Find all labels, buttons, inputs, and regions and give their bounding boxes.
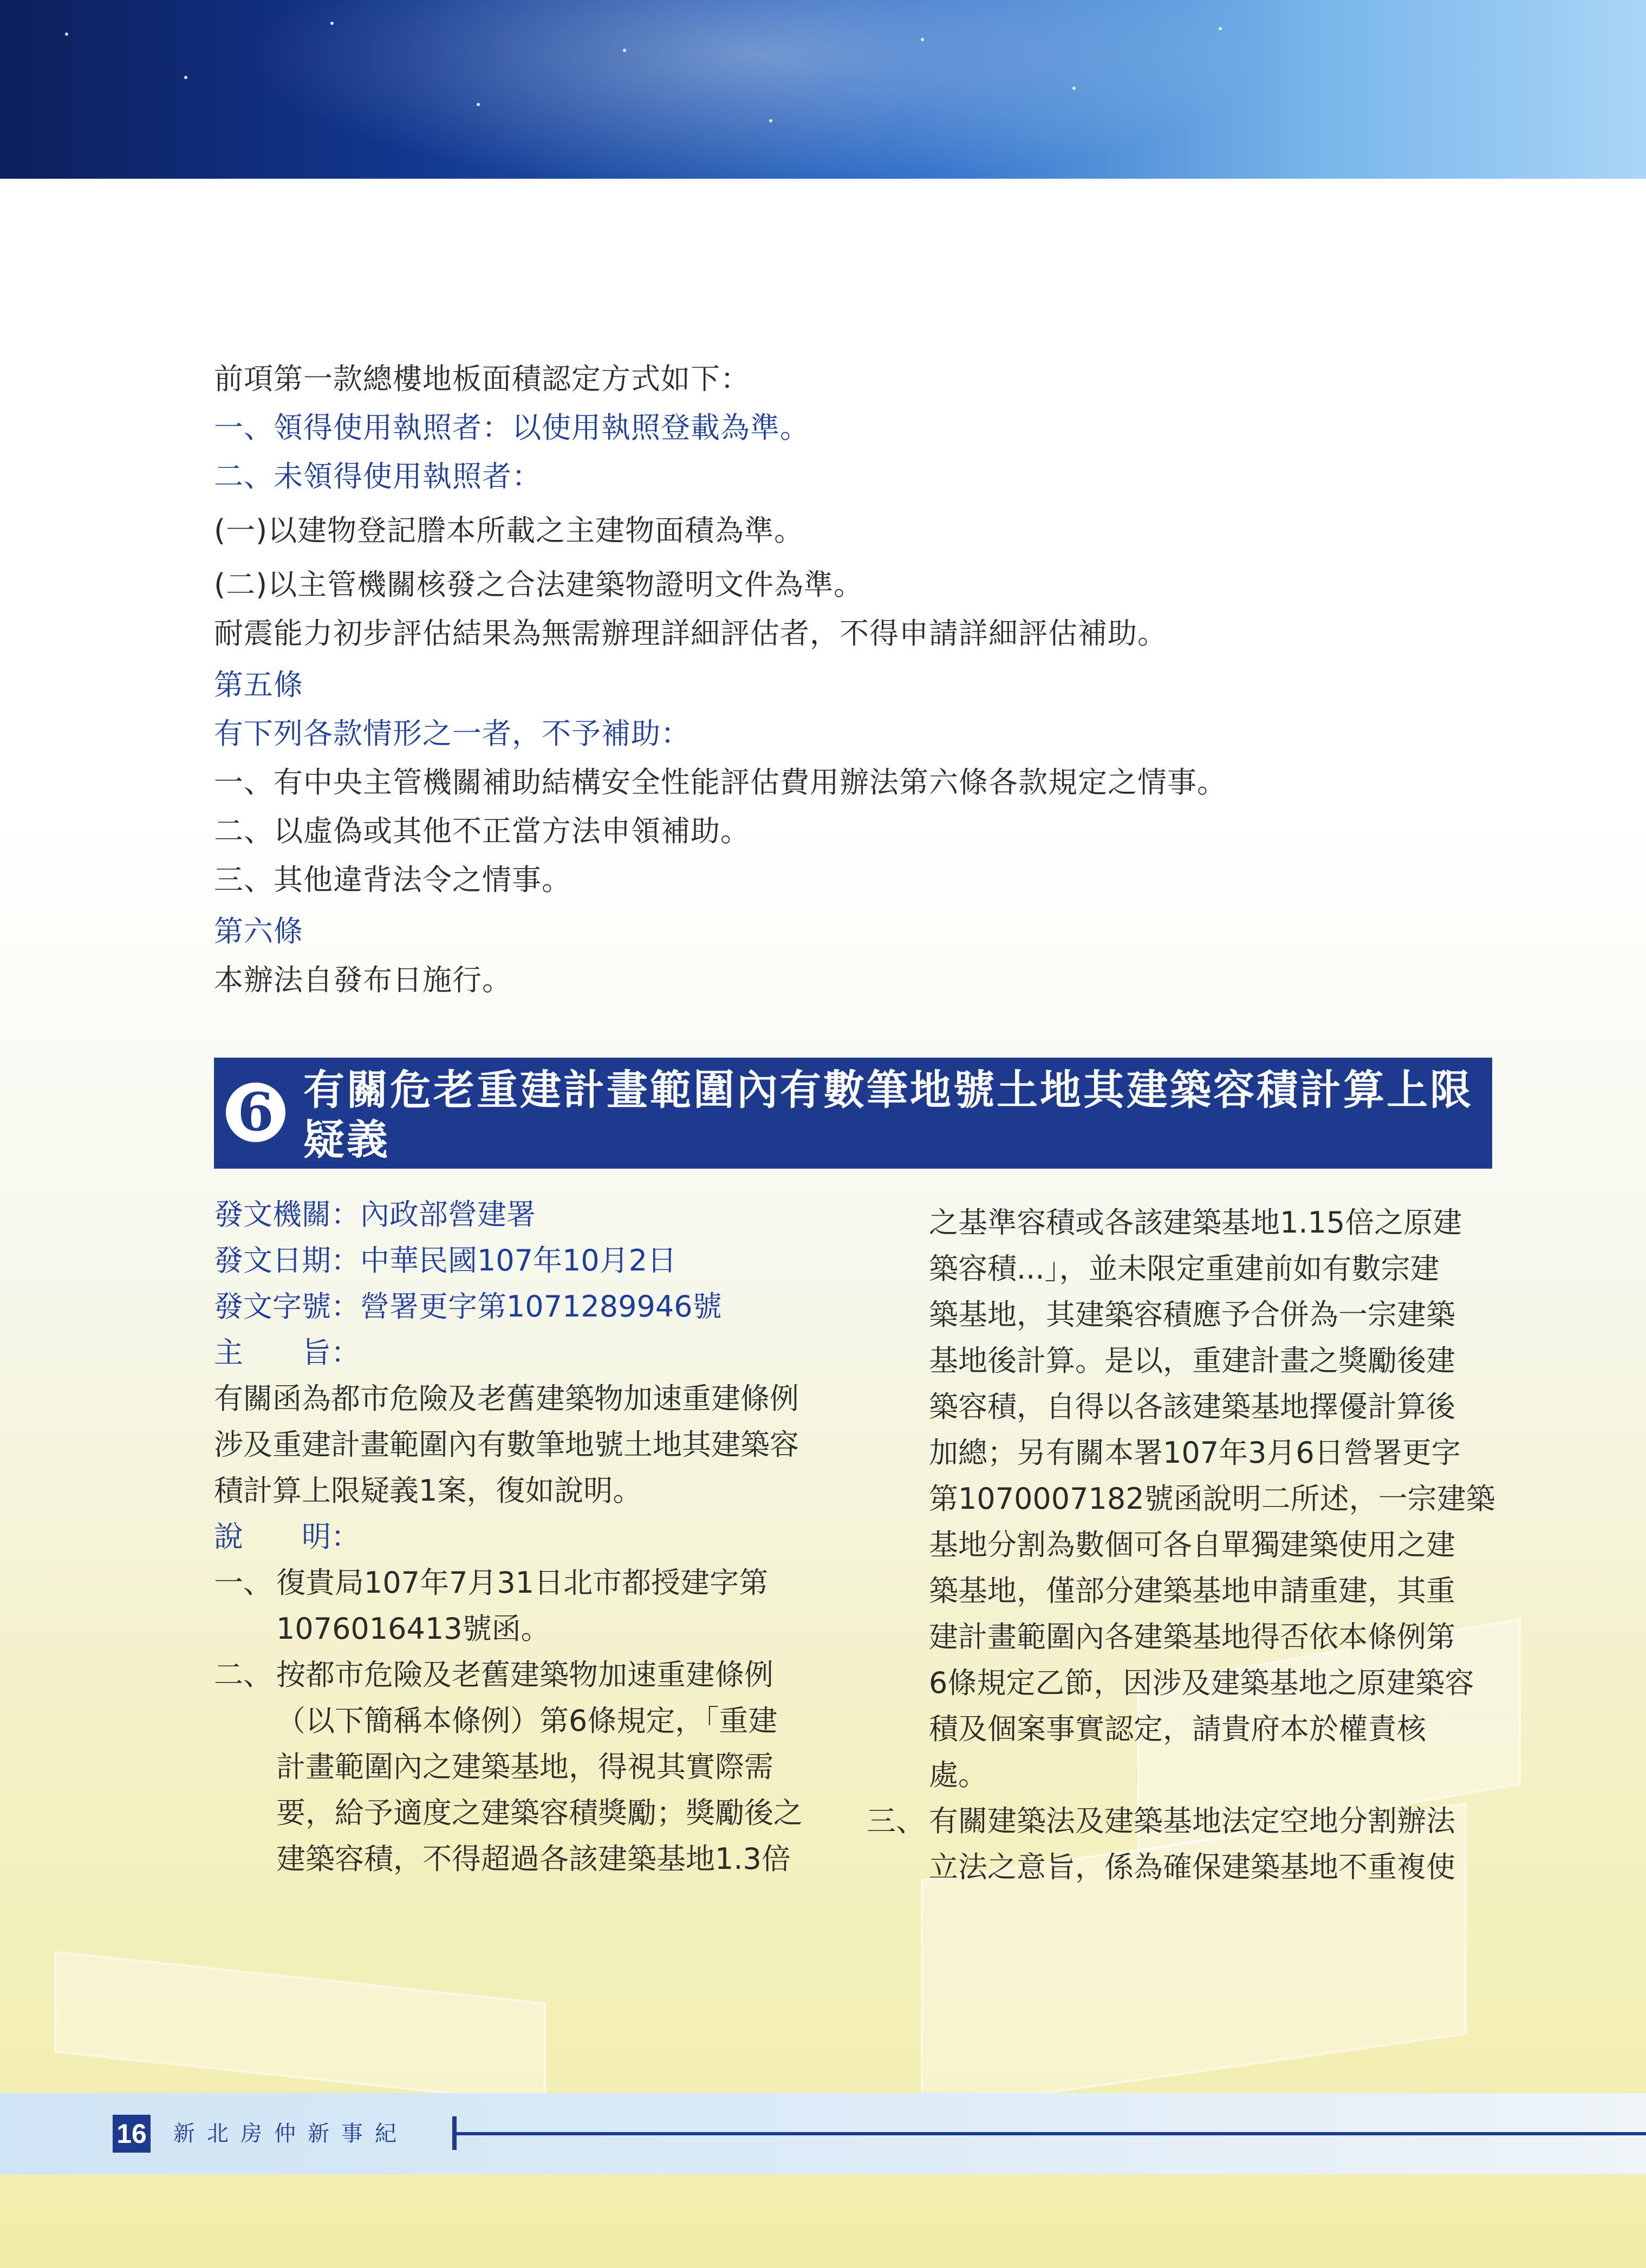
left-column bbox=[214, 1191, 826, 1882]
continuation-line: 6條規定乙節，因涉及建築基地之原建築容 bbox=[929, 1666, 1474, 1700]
intro-line: 前項第一款總樓地板面積認定方式如下： bbox=[214, 362, 750, 396]
continuation-line: 築容積...」，並未限定重建前如有數宗建 bbox=[929, 1252, 1440, 1286]
subject-line: 積計算上限疑義1案，復如說明。 bbox=[214, 1474, 642, 1508]
intro-line: (一)以建物登記謄本所載之主建物面積為準。 bbox=[214, 513, 804, 548]
item-line: 1076016413號函。 bbox=[276, 1612, 550, 1646]
subject-label: 主 旨： bbox=[214, 1335, 360, 1370]
intro-line: 耐震能力初步評估結果為無需辦理詳細評估者，不得申請詳細評估補助。 bbox=[214, 616, 1167, 650]
section-header bbox=[214, 1058, 1492, 1169]
item-marker: 二、 bbox=[214, 1658, 272, 1692]
explain-item-3 bbox=[867, 1798, 1495, 1890]
meta-value: 內政部營建署 bbox=[360, 1197, 536, 1231]
continuation-line: 之基準容積或各該建築基地1.15倍之原建 bbox=[929, 1205, 1462, 1240]
section-title: 有關危老重建計畫範圍內有數筆地號土地其建築容積計算上限疑義 bbox=[303, 1066, 1473, 1164]
continuation-line: 築基地，僅部分建築基地申請重建，其重 bbox=[929, 1574, 1455, 1608]
continuation-line: 第1070007182號函說明二所述，一宗建築 bbox=[929, 1482, 1495, 1516]
meta-doc-number bbox=[214, 1283, 826, 1329]
continuation-line: 建計畫範圍內各建築基地得否依本條例第 bbox=[929, 1620, 1455, 1654]
item-line: 有關建築法及建築基地法定空地分割辦法 bbox=[929, 1804, 1455, 1838]
footer-rule bbox=[457, 2132, 1646, 2135]
subject-line: 涉及重建計畫範圍內有數筆地號土地其建築容 bbox=[214, 1428, 799, 1462]
meta-issuer bbox=[214, 1191, 826, 1237]
intro-line: 第五條 bbox=[214, 668, 303, 702]
intro-line: 三、其他違背法令之情事。 bbox=[214, 863, 571, 897]
meta-label: 發文字號： bbox=[214, 1289, 360, 1324]
item-line: （以下簡稱本條例）第6條規定，「重建 bbox=[276, 1704, 778, 1738]
item-line: 立法之意旨，係為確保建築基地不重複使 bbox=[929, 1850, 1455, 1884]
item-line: 復貴局107年7月31日北市都授建字第 bbox=[276, 1566, 769, 1600]
item-marker: 一、 bbox=[214, 1566, 272, 1600]
section-number-badge: 6 bbox=[226, 1083, 285, 1142]
continuation-line: 基地後計算。是以，重建計畫之獎勵後建 bbox=[929, 1344, 1455, 1378]
item-line: 建築容積，不得超過各該建築基地1.3倍 bbox=[276, 1842, 791, 1876]
meta-date bbox=[214, 1237, 826, 1283]
meta-label: 發文機關： bbox=[214, 1197, 360, 1231]
intro-line: 本辦法自發布日施行。 bbox=[214, 963, 512, 997]
intro-line: 一、有中央主管機關補助結構安全性能評估費用辦法第六條各款規定之情事。 bbox=[214, 765, 1227, 799]
meta-value: 營署更字第1071289946號 bbox=[360, 1289, 722, 1324]
continuation-line: 築基地，其建築容積應予合併為一宗建築 bbox=[929, 1298, 1455, 1332]
item-marker: 三、 bbox=[867, 1804, 925, 1838]
item-line: 按都市危險及老舊建築物加速重建條例 bbox=[276, 1658, 773, 1692]
item-line: 計畫範圍內之建築基地，得視其實際需 bbox=[276, 1750, 773, 1784]
item-line: 要，給予適度之建築容積獎勵；獎勵後之 bbox=[276, 1796, 803, 1830]
intro-line: (二)以主管機關核發之合法建築物證明文件為準。 bbox=[214, 568, 864, 602]
intro-line: 有下列各款情形之一者，不予補助： bbox=[214, 716, 691, 751]
intro-line: 二、未領得使用執照者： bbox=[214, 459, 542, 493]
explain-item-1 bbox=[214, 1560, 826, 1652]
meta-label: 發文日期： bbox=[214, 1243, 360, 1278]
meta-value: 中華民國107年10月2日 bbox=[360, 1243, 677, 1278]
publication-title: 新北房仲新事紀 bbox=[173, 2121, 408, 2146]
continuation-line: 築容積，自得以各該建築基地擇優計算後 bbox=[929, 1390, 1455, 1424]
explain-item-2 bbox=[214, 1652, 826, 1882]
explain-label: 說 明： bbox=[214, 1520, 360, 1554]
intro-line: 一、領得使用執照者：以使用執照登載為準。 bbox=[214, 410, 810, 445]
right-column bbox=[867, 1200, 1495, 1890]
page-number: 16 bbox=[113, 2115, 151, 2153]
intro-line: 二、以虛偽或其他不正當方法申領補助。 bbox=[214, 814, 750, 848]
item-2-continuation bbox=[867, 1200, 1495, 1798]
footer-divider bbox=[452, 2116, 457, 2150]
continuation-line: 基地分割為數個可各自單獨建築使用之建 bbox=[929, 1528, 1455, 1562]
continuation-line: 加總；另有關本署107年3月6日營署更字 bbox=[929, 1436, 1461, 1470]
continuation-line: 積及個案事實認定，請貴府本於權責核 bbox=[929, 1712, 1426, 1746]
continuation-line: 處。 bbox=[929, 1758, 987, 1792]
subject-line: 有關函為都市危險及老舊建築物加速重建條例 bbox=[214, 1381, 799, 1416]
intro-line: 第六條 bbox=[214, 914, 303, 948]
